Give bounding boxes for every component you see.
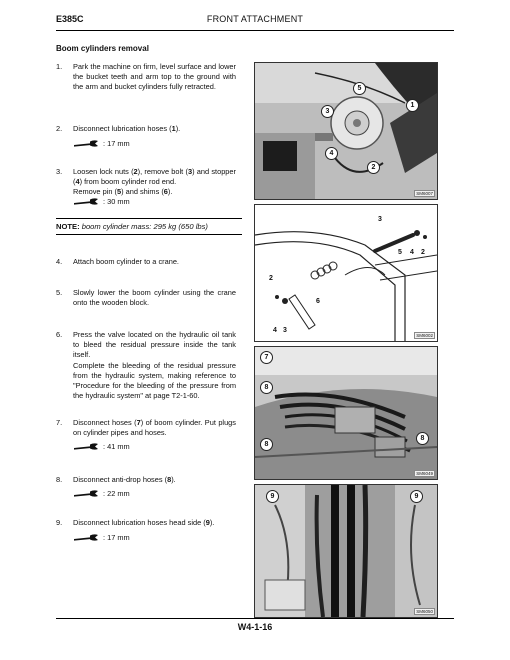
step-4 <box>56 257 236 267</box>
figure-code: SM6007 <box>416 191 433 196</box>
step-number: 3. <box>56 167 63 176</box>
section-title: Boom cylinders removal <box>56 44 149 53</box>
step-9 <box>56 518 236 528</box>
photo-lubrication-hoses <box>255 485 437 617</box>
header-divider <box>56 30 454 31</box>
note-text: boom cylinder mass: 295 kg (650 lbs) <box>79 222 208 231</box>
wrench-size: : 30 mm <box>103 197 130 206</box>
step-8 <box>56 475 236 485</box>
step-1 <box>56 62 236 93</box>
step-7 <box>56 418 236 438</box>
label-5: 5 <box>398 249 402 256</box>
label-4: 4 <box>273 327 277 334</box>
page-number: W4-1-16 <box>237 622 273 632</box>
step-number: 7. <box>56 418 63 427</box>
callout-1: 1 <box>406 99 419 112</box>
wrench-size: : 17 mm <box>103 139 130 148</box>
wrench-size: : 17 mm <box>103 533 130 542</box>
callout-7: 7 <box>260 351 273 364</box>
label-4: 4 <box>410 249 414 256</box>
wrench-size: : 22 mm <box>103 489 130 498</box>
label-2: 2 <box>269 275 273 282</box>
callout-8: 8 <box>260 381 273 394</box>
photo-rod-end <box>255 63 437 199</box>
note <box>56 218 242 235</box>
wrench-icon <box>73 489 99 499</box>
callout-8: 8 <box>260 438 273 451</box>
step-number: 8. <box>56 475 63 484</box>
label-3: 3 <box>283 327 287 334</box>
figure-code: SM6050 <box>416 609 433 614</box>
figure-boom-cylinder-hoses <box>254 346 438 480</box>
label-6: 6 <box>316 298 320 305</box>
step-number: 5. <box>56 288 63 297</box>
step-text: Slowly lower the boom cylinder using the crane onto the wooden block. <box>73 288 236 308</box>
label-3: 3 <box>378 216 382 223</box>
step-6 <box>56 330 236 401</box>
figure-exploded-drawing <box>254 204 438 342</box>
step-text: Park the machine on firm, level surface and lower the bucket teeth and arm top to the ground with the arm and bucket cylinders fully retracted. <box>73 62 236 92</box>
callout-5: 5 <box>353 82 366 95</box>
step-text: Disconnect lubrication hoses head side (9). <box>73 518 215 527</box>
photo-hoses <box>255 347 437 479</box>
callout-2: 2 <box>367 161 380 174</box>
footer-divider <box>56 618 454 619</box>
note-label: NOTE: <box>56 222 80 231</box>
callout-3: 3 <box>321 105 334 118</box>
step-5 <box>56 288 236 308</box>
callout-9: 9 <box>410 490 423 503</box>
step-text: Attach boom cylinder to a crane. <box>73 257 179 266</box>
callout-9: 9 <box>266 490 279 503</box>
wrench-icon <box>73 533 99 543</box>
wrench-icon <box>73 442 99 452</box>
callout-8: 8 <box>416 432 429 445</box>
step-number: 2. <box>56 124 63 133</box>
step-number: 6. <box>56 330 63 339</box>
step-2 <box>56 124 236 134</box>
step-text: Disconnect lubrication hoses (1). <box>73 124 181 133</box>
header-title: FRONT ATTACHMENT <box>206 14 304 24</box>
step-text: Press the valve located on the hydraulic oil tank to bleed the residual pressure inside the tank itself. Complete the bleeding of the residual pressure from the hydraulic system, making reference to "Procedure for the bleeding of the pressure from the hydraulic system" at page T2-1-60. <box>73 330 236 401</box>
step-number: 1. <box>56 62 63 71</box>
step-text: Loosen lock nuts (2), remove bolt (3) and stopper (4) from boom cylinder rod end. Remove pin (5) and shims (6). <box>73 167 236 197</box>
step-text: Disconnect hoses (7) of boom cylinder. Put plugs on cylinder pipes and hoses. <box>73 418 236 438</box>
label-2: 2 <box>421 249 425 256</box>
drawing-rod-end-parts <box>255 205 437 341</box>
step-number: 9. <box>56 518 63 527</box>
step-text: Disconnect anti-drop hoses (8). <box>73 475 176 484</box>
figure-lubrication-hoses <box>254 484 438 618</box>
wrench-size: : 41 mm <box>103 442 130 451</box>
figure-code: SM6002 <box>416 333 433 338</box>
figure-boom-cylinder-rod-end <box>254 62 438 200</box>
header-model: E385C <box>56 14 84 24</box>
step-3 <box>56 167 236 198</box>
step-number: 4. <box>56 257 63 266</box>
figure-code: SM6049 <box>416 471 433 476</box>
callout-4: 4 <box>325 147 338 160</box>
wrench-icon <box>73 139 99 149</box>
wrench-icon <box>73 197 99 207</box>
